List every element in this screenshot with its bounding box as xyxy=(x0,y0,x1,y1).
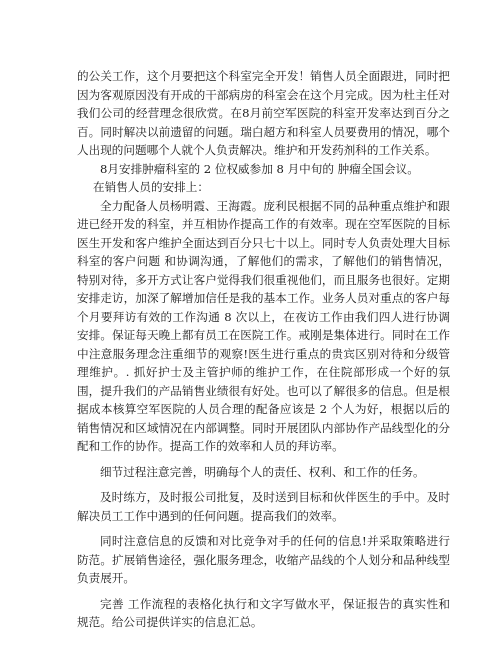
paragraph-7: 同时注意信息的反馈和对比竞争对手的任何的信息!并采取策略进行防范。扩展销售途径，强化服务理念，收缩产品线的个人划分和品种线型负责展开。 xyxy=(77,534,450,585)
paragraph-3: 在销售人员的安排上： xyxy=(93,180,209,194)
paragraph-5: 细节过程注意完善，明确每个人的责任、权利、和工作的任务。 xyxy=(100,464,425,479)
paragraph-2: 8月安排肿瘤科室的 2 位权威参加 8 月中旬的 肿瘤全国会议。 xyxy=(100,161,419,176)
paragraph-8: 完善 工作流程的表格化执行和文字写做水平，保证报告的真实性和规范。给公司提供详实的信息汇总。 xyxy=(77,596,450,629)
paragraph-1: 的公关工作，这个月要把这个科室完全开发！销售人员全面跟进，同时把因为客观原因没有开成的干部病房的科室会在这个月完成。因为杜主任对我们公司的经营理念很欣赏。在8月前空军医院的科室开发率达到百分之百。同时解决以前遗留的问题。瑞白超方和科室人员要费用的情况，哪个人出现的问题哪个人就个人负责解决。维护和开发药剂科的工作关系。 xyxy=(77,69,450,157)
paragraph-4: 全力配备人员杨明霞、王海霞。庞利民根据不同的品种重点维护和跟进已经开发的科室，并互相协作提高工作的有效率。现在空军医院的目标医生开发和客户维护全面达到百分只七十以上。同时专人负责处理大目标科室的客户问题 和协调沟通，了解他们的需求，了解他们的销售情况，特别对待，多开方式让客户觉得我们很重视他们，而且服务也很好。定期安排走访，加深了解增加信任是我的基本工作。业务人员对重点的客户每个月要拜访有效的工作沟通 8 次以上，在夜访工作由我们四人进行协调安排。保证每天晚上都有员工在医院工作。戒刚是集体进行。同时在工作中注意服务理念注重细节的观察!医生进行重点的贵宾区别对待和分级管理维护。. 抓好护士及主管护师的维护工作，在住院部形成一个好的氛围，提升我们的产品销售业绩很有好处。也可以了解很多的信息。但是根据成本核算空军医院的人员合理的配备应该是 2 个人为好，根据以后的销售情况和区域情况在内部调整。同时开展团队内部协作产品线型化的分配和工作的协作。提高工作的效率和人员的拜访率。 xyxy=(77,198,450,453)
paragraph-6: 及时练方，及时报公司批复，及时送到目标和伙伴医生的手中。及时解决员工工作中遇到的任何问题。提高我们的效率。 xyxy=(77,490,450,523)
